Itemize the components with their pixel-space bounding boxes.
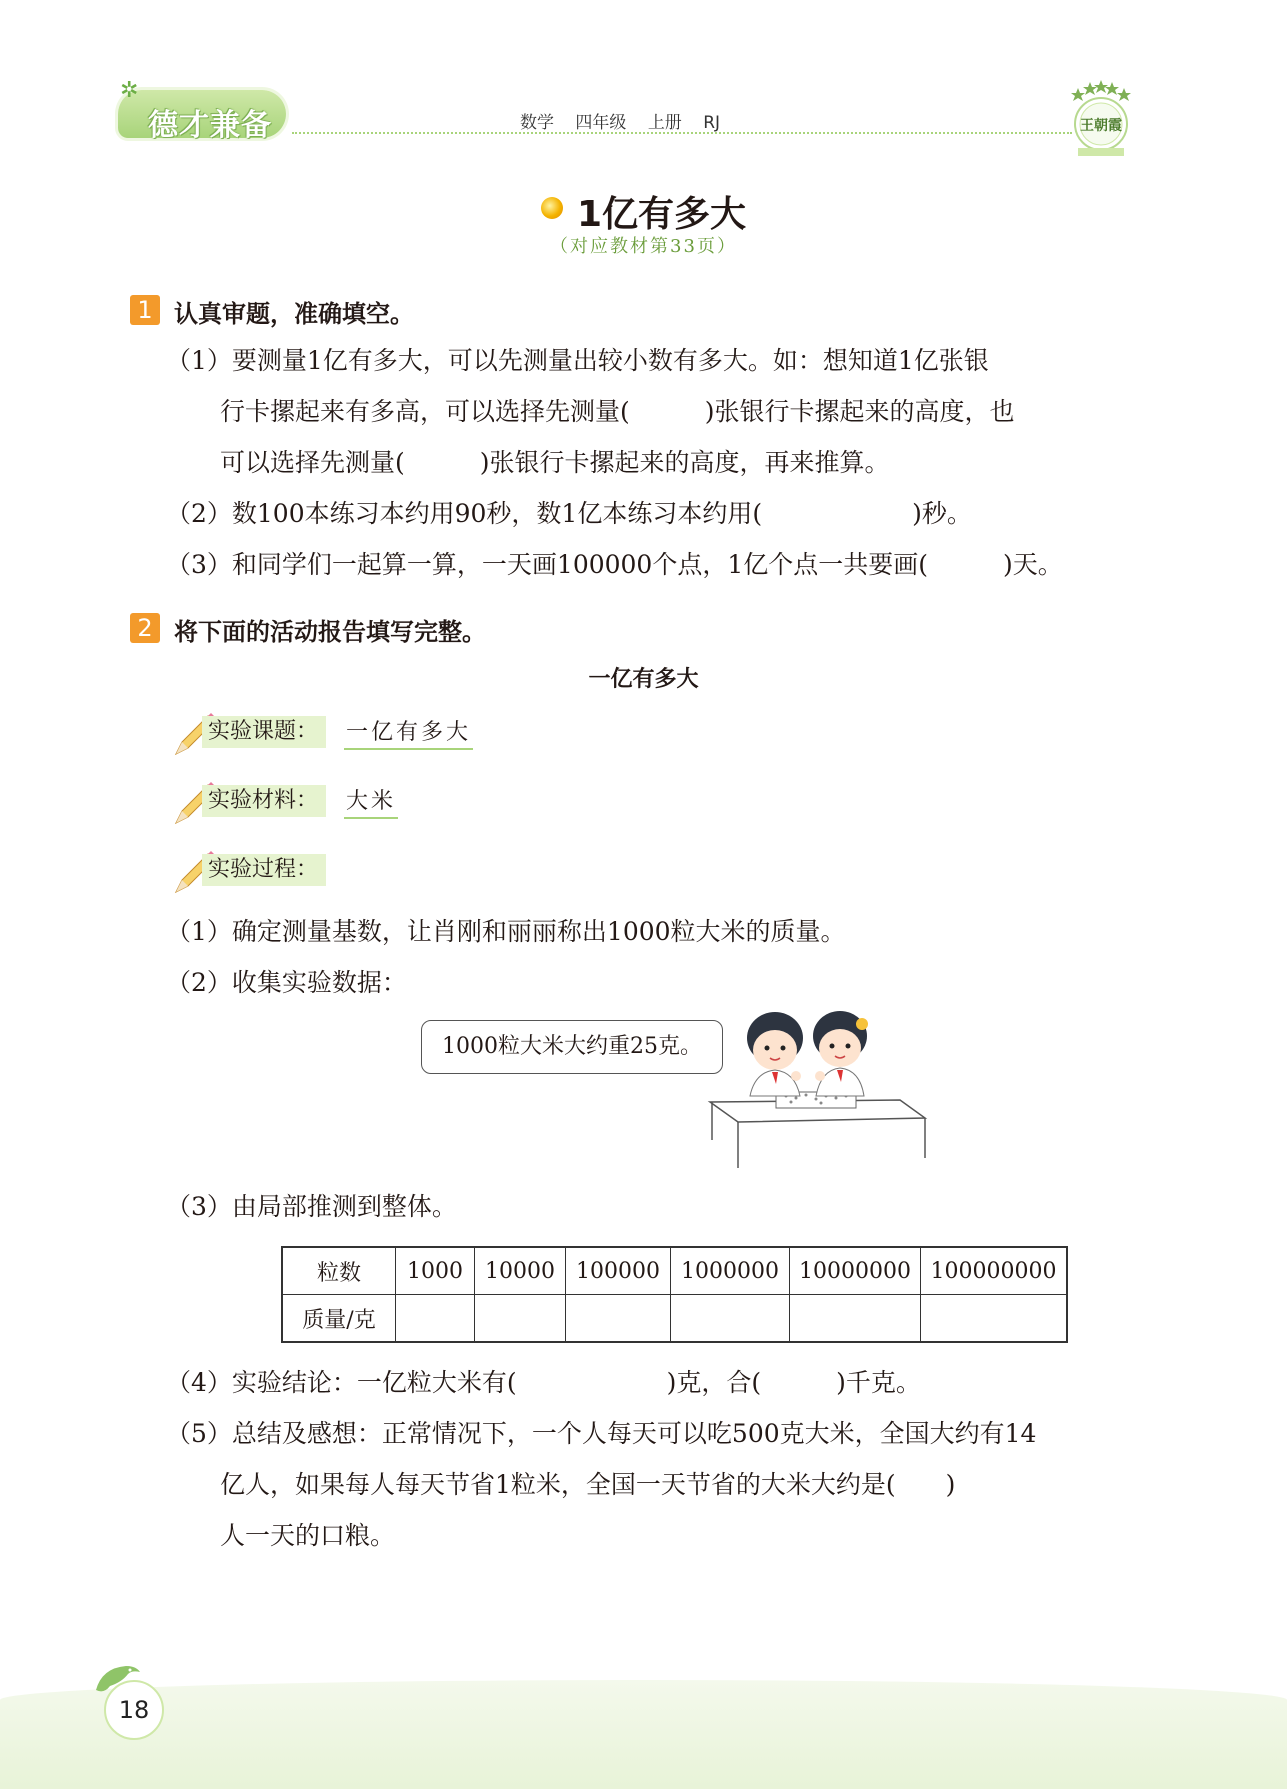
table-answer-cell xyxy=(671,1295,790,1343)
step-1: （1）确定测量基数，让肖刚和丽丽称出1000粒大米的质量。 xyxy=(166,917,846,946)
header-volume: 上册 xyxy=(647,113,682,133)
s1-line-2: 行卡摞起来有多高，可以选择先测量( )张银行卡摞起来的高度，也 xyxy=(220,397,1015,426)
report-tag-topic xyxy=(172,710,512,750)
report-title: 一亿有多大 xyxy=(588,667,699,692)
table-cell: 1000 xyxy=(396,1247,475,1295)
step-2: （2）收集实验数据： xyxy=(166,968,407,997)
s1-line-4: （2）数100本练习本约用90秒，数1亿本练习本约用( )秒。 xyxy=(166,499,972,528)
table-answer-cell xyxy=(921,1295,1068,1343)
s1-line-1: （1）要测量1亿有多大，可以先测量出较小数有多大。如：想知道1亿张银 xyxy=(166,346,989,375)
summary-line-2: 亿人，如果每人每天节省1粒米，全国一天节省的大米大约是( ) xyxy=(220,1470,956,1499)
header-edition: RJ xyxy=(703,113,721,133)
report-tag-process xyxy=(172,848,512,888)
summary-line-3: 人一天的口粮。 xyxy=(220,1521,396,1550)
brand-logo-text: 德才兼备 xyxy=(148,108,272,143)
table-header-weight: 质量/克 xyxy=(282,1295,396,1343)
palm-icon: ✲ xyxy=(120,78,139,103)
tag-value: 大米 xyxy=(344,787,398,819)
table-answer-cell xyxy=(396,1295,475,1343)
seal-text: 王朝霞 xyxy=(1080,118,1122,134)
section-2-heading: 将下面的活动报告填写完整。 xyxy=(174,618,486,646)
summary-line-1: （5）总结及感想：正常情况下，一个人每天可以吃500克大米，全国大约有14 xyxy=(166,1419,1037,1448)
step-3: （3）由局部推测到整体。 xyxy=(166,1192,457,1221)
table-answer-cell xyxy=(790,1295,921,1343)
table-answer-cell xyxy=(475,1295,566,1343)
table-cell: 100000 xyxy=(566,1247,671,1295)
table-answer-cell xyxy=(566,1295,671,1343)
tag-label: 实验材料： xyxy=(202,785,326,817)
speech-bubble: 1000粒大米大约重25克。 xyxy=(421,1020,723,1074)
table-cell: 10000 xyxy=(475,1247,566,1295)
header-meta xyxy=(520,108,736,133)
lesson-title: 1亿有多大 xyxy=(576,194,747,235)
header-subject: 数学 xyxy=(520,113,554,133)
children-weighing-rice-illustration xyxy=(700,1010,930,1170)
table-cell: 1000000 xyxy=(671,1247,790,1295)
section-2-number: 2 xyxy=(130,613,160,643)
lesson-subtitle: （对应教材第33页） xyxy=(550,236,737,257)
table-row xyxy=(282,1295,1067,1343)
conclusion: （4）实验结论：一亿粒大米有( )克，合( )千克。 xyxy=(166,1368,921,1397)
tag-label: 实验过程： xyxy=(202,854,326,886)
tag-label: 实验课题： xyxy=(202,716,326,748)
lesson-title-row xyxy=(0,186,1287,237)
footer-band xyxy=(0,1680,1287,1789)
rice-data-table xyxy=(281,1246,1068,1343)
table-row xyxy=(282,1247,1067,1295)
seal-logo-icon xyxy=(1064,78,1138,160)
title-bullet-icon xyxy=(541,197,563,219)
table-cell: 10000000 xyxy=(790,1247,921,1295)
table-cell: 100000000 xyxy=(921,1247,1068,1295)
header-grade: 四年级 xyxy=(575,113,627,133)
section-1-heading: 认真审题，准确填空。 xyxy=(174,300,414,328)
table-header-count: 粒数 xyxy=(282,1247,396,1295)
s1-line-5: （3）和同学们一起算一算，一天画100000个点，1亿个点一共要画( )天。 xyxy=(166,550,1063,579)
report-tag-material xyxy=(172,779,512,819)
page-number: 18 xyxy=(104,1680,164,1740)
s1-line-3: 可以选择先测量( )张银行卡摞起来的高度，再来推算。 xyxy=(220,448,890,477)
tag-value: 一亿有多大 xyxy=(344,718,473,750)
section-1-number: 1 xyxy=(130,295,160,325)
